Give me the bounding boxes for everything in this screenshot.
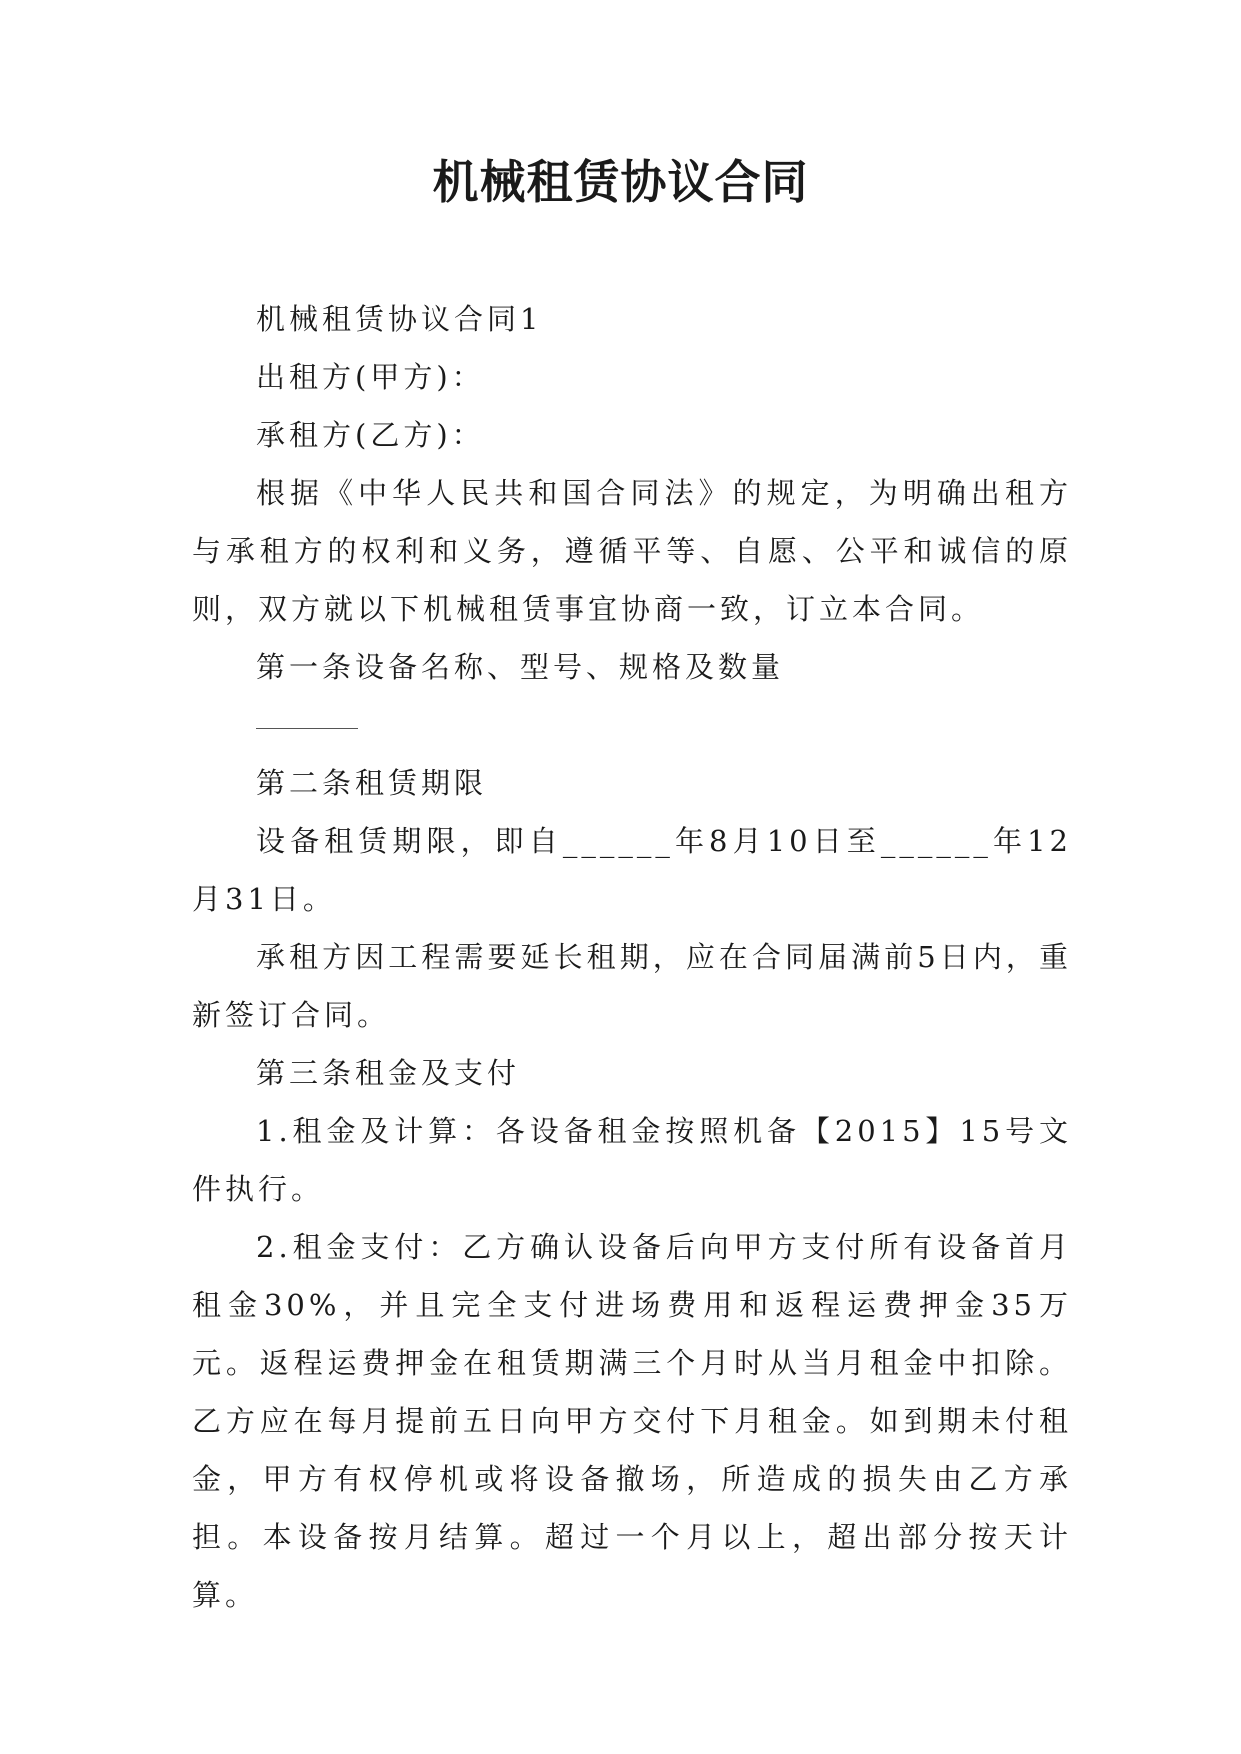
article-3-heading: 第三条租金及支付 <box>256 1056 521 1090</box>
preamble-paragraph: 根据《中华人民共和国合同法》的规定，为明确出租方与承租方的权利和义务，遵循平等、自愿、公平和诚信的原则，双方就以下机械租赁事宜协商一致，订立本合同。 <box>192 476 1072 626</box>
contract-heading: 机械租赁协议合同1 <box>256 302 543 336</box>
extension-paragraph: 承租方因工程需要延长租期，应在合同届满前5日内，重新签订合同。 <box>192 940 1072 1032</box>
lessee-line: 承租方(乙方)： <box>256 418 485 452</box>
article-1-heading: 第一条设备名称、型号、规格及数量 <box>256 650 785 684</box>
lessor-line: 出租方(甲方)： <box>256 360 485 394</box>
document-body <box>192 290 1072 1624</box>
lease-term-paragraph: 设备租赁期限，即自______年8月10日至______年12月31日。 <box>192 824 1072 916</box>
rent-payment-paragraph: 2.租金支付：乙方确认设备后向甲方支付所有设备首月租金30%，并且完全支付进场费用和返程运费押金35万元。返程运费押金在租赁期满三个月时从当月租金中扣除。乙方应在每月提前五日向甲方交付下月租金。如到期未付租金，甲方有权停机或将设备撤场，所造成的损失由乙方承担。本设备按月结算。超过一个月以上，超出部分按天计算。 <box>192 1230 1072 1612</box>
article-2-heading: 第二条租赁期限 <box>256 766 488 800</box>
rent-calculation-paragraph: 1.租金及计算：各设备租金按照机备【2015】15号文件执行。 <box>192 1114 1072 1206</box>
document-title: 机械租赁协议合同 <box>432 155 809 209</box>
fill-in-blank-line <box>256 696 358 754</box>
